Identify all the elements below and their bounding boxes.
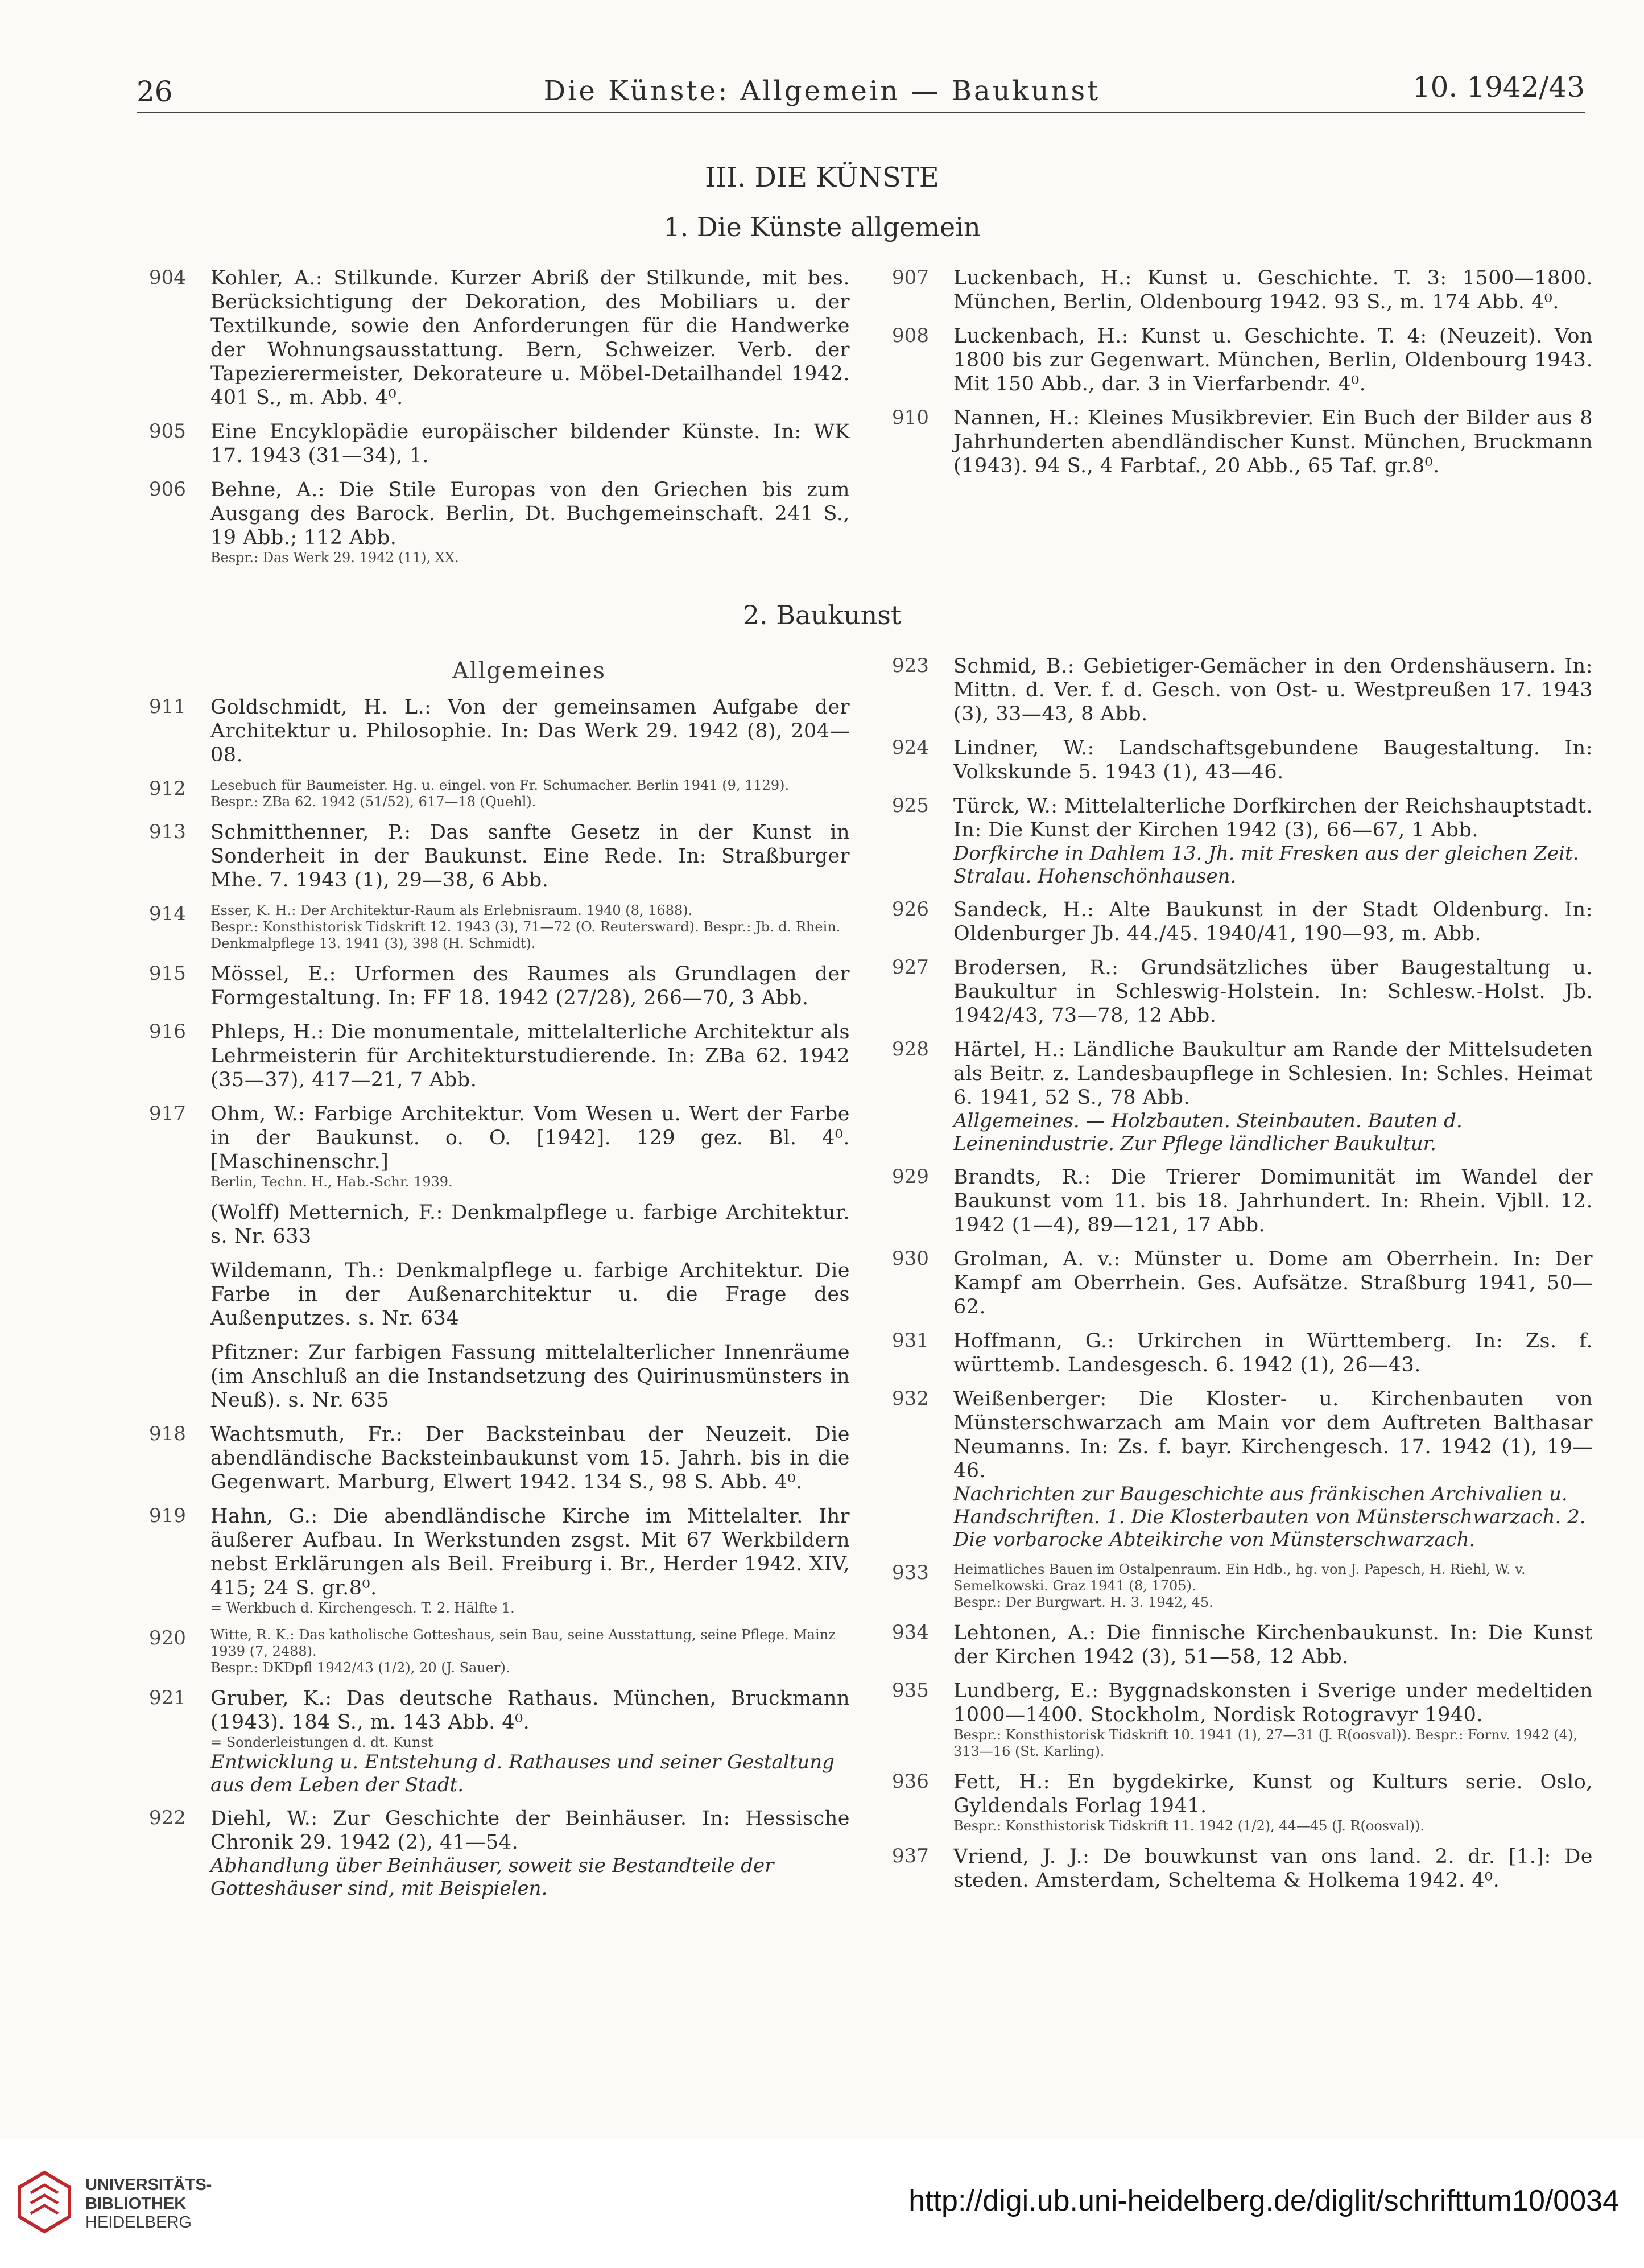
entry-number: 922 [149, 1807, 186, 1829]
entry-citation: Türck, W.: Mittelalterliche Dorfkirchen der Reichshauptstadt. In: Die Kunst der Kirchen 1942 (3), 66—67, 1 Abb. [953, 795, 1593, 842]
entry-number: 919 [149, 1504, 186, 1527]
bibliography-entry [892, 1038, 1593, 1155]
bibliography-entry [149, 820, 850, 892]
bibliography-entry [149, 902, 850, 952]
entry-number: 924 [892, 736, 929, 759]
bibliography-entry [149, 1020, 850, 1092]
bibliography-entry [149, 478, 850, 566]
bibliography-entry [892, 898, 1593, 946]
entry-citation: Goldschmidt, H. L.: Von der gemeinsamen Aufgabe der Architektur u. Philosophie. In: Das Werk 29. 1942 (8), 204—08. [210, 696, 850, 766]
entry-citation: (Wolff) Metternich, F.: Denkmalpflege u. farbige Architektur. s. Nr. 633 [210, 1201, 850, 1248]
entry-citation: Eine Encyklopädie europäischer bildender Künste. In: WK 17. 1943 (31—34), 1. [210, 420, 850, 467]
digital-copy-link[interactable]: http://digi.ub.uni-heidelberg.de/diglit/schrifttum10/0034 [908, 2184, 1619, 2217]
entry-review-note: Bespr.: ZBa 62. 1942 (51/52), 617—18 (Quehl). [210, 794, 536, 810]
entry-citation: Nannen, H.: Kleines Musikbrevier. Ein Buch der Bilder aus 8 Jahrhunderten abendländischer Kunst. München, Bruckmann (1943). 94 S., 4 Farbtaf., 20 Abb., 65 Taf. gr.8⁰. [953, 407, 1593, 477]
entry-citation: Sandeck, H.: Alte Baukunst in der Stadt Oldenburg. In: Oldenburger Jb. 44./45. 1940/41, 190—93, m. Abb. [953, 898, 1593, 945]
entry-citation: Schmid, B.: Gebietiger-Gemächer in den Ordenshäusern. In: Mittn. d. Ver. f. d. Gesch. von Ost- u. Westpreußen 17. 1943 (3), 33—43, 8 Abb. [953, 655, 1593, 725]
bibliography-entry [149, 1627, 850, 1676]
bibliography-entry [149, 1102, 850, 1190]
bibliography-entry [149, 695, 850, 767]
entry-number: 935 [892, 1679, 929, 1702]
entry-citation: Mössel, E.: Urformen des Raumes als Grundlagen der Formgestaltung. In: FF 18. 1942 (27/28), 266—70, 3 Abb. [210, 963, 850, 1009]
entry-citation: Lundberg, E.: Byggnadskonsten i Sverige under medeltiden 1000—1400. Stockholm, Nordisk Rotogravyr 1940. [953, 1680, 1593, 1726]
entry-number: 915 [149, 962, 186, 985]
university-library-logo-icon [17, 2170, 72, 2234]
entry-citation-small: Lesebuch für Baumeister. Hg. u. eingel. von Fr. Schumacher. Berlin 1941 (9, 1129). [210, 777, 790, 793]
entry-review-note: Berlin, Techn. H., Hab.-Schr. 1939. [210, 1174, 453, 1190]
bibliography-entry [892, 1621, 1593, 1669]
running-title: Die Künste: Allgemein — Baukunst [543, 75, 1101, 107]
bibliography-entry [149, 962, 850, 1010]
entry-citation: Grolman, A. v.: Münster u. Dome am Oberrhein. In: Der Kampf am Oberrhein. Ges. Aufsätze. Straßburg 1941, 50—62. [953, 1248, 1593, 1318]
part1-left-column [149, 266, 850, 576]
bibliography-entry [892, 1247, 1593, 1319]
bibliography-entry [892, 654, 1593, 726]
entry-annotation: Entwicklung u. Entstehung d. Rathauses und seiner Gestaltung aus dem Leben der Stadt. [210, 1751, 835, 1796]
entry-number: 921 [149, 1686, 186, 1709]
entry-number: 933 [892, 1561, 929, 1584]
entry-citation: Luckenbach, H.: Kunst u. Geschichte. T. 3: 1500—1800. München, Berlin, Oldenbourg 1942. 93 S., m. 174 Abb. 4⁰. [953, 267, 1593, 314]
entry-citation: Wachtsmuth, Fr.: Der Backsteinbau der Neuzeit. Die abendländische Backsteinbaukunst vom 15. Jahrh. bis in die Gegenwart. Marburg, Elwert 1942. 134 S., 98 S. Abb. 4⁰. [210, 1423, 850, 1494]
entry-review-note: = Sonderleistungen d. dt. Kunst [210, 1734, 433, 1750]
entry-review-note: Bespr.: DKDpfl 1942/43 (1/2), 20 (J. Sauer). [210, 1660, 510, 1676]
bibliography-entry [149, 1686, 850, 1796]
entry-number: 936 [892, 1770, 929, 1793]
subsection-title-1: 1. Die Künste allgemein [663, 212, 981, 242]
entry-annotation: Abhandlung über Beinhäuser, soweit sie Bestandteile der Gotteshäuser sind, mit Beispielen. [210, 1854, 774, 1900]
entry-review-note: Bespr.: Konsthistorisk Tidskrift 11. 1942 (1/2), 44—45 (J. R(oosval)). [953, 1818, 1424, 1834]
entry-number: 929 [892, 1165, 929, 1188]
entry-number: 930 [892, 1247, 929, 1270]
bibliography-entry [892, 956, 1593, 1028]
entry-citation: Luckenbach, H.: Kunst u. Geschichte. T. 4: (Neuzeit). Von 1800 bis zur Gegenwart. München, Berlin, Oldenbourg 1943. Mit 150 Abb., dar. 3 in Vierfarbendr. 4⁰. [953, 325, 1593, 395]
entry-citation: Brodersen, R.: Grundsätzliches über Baugestaltung u. Baukultur in Schleswig-Holstein. In: Schlesw.-Holst. Jb. 1942/43, 73—78, 12 Abb. [953, 956, 1593, 1027]
subsection-title-2: 2. Baukunst [742, 600, 902, 630]
bibliography-entry [892, 794, 1593, 888]
entry-number: 920 [149, 1627, 186, 1650]
bibliography-entry [892, 1329, 1593, 1377]
entry-number: 910 [892, 406, 929, 429]
entry-citation-small: Witte, R. K.: Das katholische Gotteshaus, sein Bau, seine Ausstattung, seine Pflege. Mainz 1939 (7, 2488). [210, 1627, 836, 1659]
entry-citation: Fett, H.: En bygdekirke, Kunst og Kulturs serie. Oslo, Gyldendals Forlag 1941. [953, 1771, 1593, 1817]
part2-left-column [149, 695, 850, 1910]
entry-citation: Weißenberger: Die Kloster- u. Kirchenbauten von Münsterschwarzach am Main vor dem Auftreten Balthasar Neumanns. In: Zs. f. bayr. Kirchengesch. 17. 1942 (1), 19—46. [953, 1388, 1593, 1482]
bibliography-entry [892, 324, 1593, 396]
entry-number: 932 [892, 1387, 929, 1410]
entry-number: 934 [892, 1621, 929, 1644]
entry-review-note: Bespr.: Konsthistorisk Tidskrift 10. 1941 (1), 27—31 (J. R(oosval)). Bespr.: Fornv. 1942 (4), 313—16 (St. Karling). [953, 1727, 1577, 1759]
entry-citation: Kohler, A.: Stilkunde. Kurzer Abriß der Stilkunde, mit bes. Berücksichtigung der Dekoration, des Mobiliars u. der Textilkunde, sowie den Anforderungen für die Handwerke der Wohnungsausstattung. Bern, Schweizer. Verb. der Tapezierermeister, Dekorateure u. Möbel-Detailhandel 1942. 401 S., m. Abb. 4⁰. [210, 267, 850, 409]
entry-citation: Ohm, W.: Farbige Architektur. Vom Wesen u. Wert der Farbe in der Baukunst. o. O. [1942]. 129 gez. Bl. 4⁰. [Maschinenschr.] [210, 1103, 850, 1173]
entry-number: 928 [892, 1038, 929, 1061]
entry-number: 916 [149, 1020, 186, 1043]
section-title: III. DIE KÜNSTE [705, 162, 939, 193]
entry-number: 927 [892, 956, 929, 979]
bibliography-entry [892, 1387, 1593, 1551]
entry-number: 931 [892, 1329, 929, 1352]
library-name: UNIVERSITÄTS- BIBLIOTHEK HEIDELBERG [85, 2176, 212, 2232]
entry-review-note: Bespr.: Das Werk 29. 1942 (11), XX. [210, 550, 459, 566]
entry-citation: Hahn, G.: Die abendländische Kirche im Mittelalter. Ihr äußerer Aufbau. In Werkstunden zsgst. Mit 67 Werkbildern nebst Erklärungen als Beil. Freiburg i. Br., Herder 1942. XIV, 415; 24 S. gr.8⁰. [210, 1505, 850, 1599]
entry-number: 914 [149, 902, 186, 925]
bibliography-entry [149, 1807, 850, 1900]
bibliography-entry [149, 777, 850, 810]
bibliography-entry [892, 1845, 1593, 1892]
entry-number: 923 [892, 654, 929, 677]
bibliography-entry [149, 266, 850, 410]
bibliography-entry [892, 266, 1593, 314]
entry-number: 918 [149, 1422, 186, 1445]
entry-annotation: Allgemeines. — Holzbauten. Steinbauten. Bauten d. Leinenindustrie. Zur Pflege ländlicher Baukultur. [953, 1110, 1463, 1155]
part2-right-column [892, 654, 1593, 1903]
entry-number: 908 [892, 324, 929, 347]
footer-bar [0, 2139, 1644, 2268]
bibliography-entry [892, 1770, 1593, 1834]
entry-number: 925 [892, 794, 929, 817]
entry-review-note: = Werkbuch d. Kirchengesch. T. 2. Hälfte 1. [210, 1600, 515, 1616]
bibliography-entry [892, 1561, 1593, 1611]
entry-citation: Schmitthenner, P.: Das sanfte Gesetz in der Kunst in Sonderheit in der Baukunst. Eine Rede. In: Straßburger Mhe. 7. 1943 (1), 29—38, 6 Abb. [210, 821, 850, 892]
entry-citation: Pfitzner: Zur farbigen Fassung mittelalterlicher Innenräume (im Anschluß an die Instandsetzung des Quirinusmünsters in Neuß). s. Nr. 635 [210, 1341, 850, 1412]
entry-number: 907 [892, 266, 929, 289]
entry-number: 906 [149, 478, 186, 501]
bibliography-entry [149, 420, 850, 468]
part1-right-column [892, 266, 1593, 488]
bibliography-entry [892, 1165, 1593, 1237]
header-rule [137, 112, 1585, 113]
entry-citation-small: Esser, K. H.: Der Architektur-Raum als Erlebnisraum. 1940 (8, 1688). [210, 902, 693, 918]
entry-number: 904 [149, 266, 186, 289]
entry-review-note: Bespr.: Konsthistorisk Tidskrift 12. 1943 (3), 71—72 (O. Reutersward). Bespr.: Jb. d. Rhein. Denkmalpflege 13. 1941 (3), 398 (H. Schmidt). [210, 919, 841, 951]
entry-citation: Gruber, K.: Das deutsche Rathaus. München, Bruckmann (1943). 184 S., m. 143 Abb. 4⁰. [210, 1687, 850, 1734]
entry-number: 913 [149, 820, 186, 843]
bibliography-entry [892, 406, 1593, 478]
entry-annotation: Dorfkirche in Dahlem 13. Jh. mit Fresken aus der gleichen Zeit. Stralau. Hohenschönhausen. [953, 842, 1579, 888]
bibliography-entry [149, 1422, 850, 1494]
entry-citation: Hoffmann, G.: Urkirchen in Württemberg. In: Zs. f. württemb. Landesgesch. 6. 1942 (1), 26—43. [953, 1330, 1593, 1376]
bibliography-entry [149, 1201, 850, 1248]
entry-citation: Lehtonen, A.: Die finnische Kirchenbaukunst. In: Die Kunst der Kirchen 1942 (3), 51—58, 12 Abb. [953, 1622, 1593, 1668]
bibliography-entry [149, 1341, 850, 1412]
entry-citation: Wildemann, Th.: Denkmalpflege u. farbige Architektur. Die Farbe in der Außenarchitektur u. die Frage des Außenputzes. s. Nr. 634 [210, 1259, 850, 1330]
bibliography-entry [892, 736, 1593, 784]
entry-citation: Lindner, W.: Landschaftsgebundene Baugestaltung. In: Volkskunde 5. 1943 (1), 43—46. [953, 737, 1593, 784]
page-number: 26 [137, 75, 173, 108]
volume-label: 10. 1942/43 [1412, 71, 1585, 104]
entry-review-note: Bespr.: Der Burgwart. H. 3. 1942, 45. [953, 1594, 1213, 1610]
bibliography-entry [149, 1504, 850, 1617]
entry-citation: Behne, A.: Die Stile Europas von den Griechen bis zum Ausgang des Barock. Berlin, Dt. Buchgemeinschaft. 241 S., 19 Abb.; 112 Abb. [210, 479, 850, 549]
entry-number: 926 [892, 898, 929, 921]
bibliography-entry [149, 1259, 850, 1330]
entry-number: 905 [149, 420, 186, 443]
entry-citation: Brandts, R.: Die Trierer Domimunität im Wandel der Baukunst vom 11. bis 18. Jahrhundert. In: Rhein. Vjbll. 12. 1942 (1—4), 89—121, 17 Abb. [953, 1166, 1593, 1236]
entry-citation-small: Heimatliches Bauen im Ostalpenraum. Ein Hdb., hg. von J. Papesch, H. Riehl, W. v. Semelkowski. Graz 1941 (8, 1705). [953, 1561, 1526, 1594]
entry-number: 912 [149, 777, 186, 800]
entry-citation: Härtel, H.: Ländliche Baukultur am Rande der Mittelsudeten als Beitr. z. Landesbaupflege in Schlesien. In: Schles. Heimat 6. 1941, 52 S., 78 Abb. [953, 1038, 1593, 1109]
bibliography-entry [892, 1679, 1593, 1760]
entry-citation: Diehl, W.: Zur Geschichte der Beinhäuser. In: Hessische Chronik 29. 1942 (2), 41—54. [210, 1807, 850, 1854]
entry-citation: Vriend, J. J.: De bouwkunst van ons land. 2. dr. [1.]: De steden. Amsterdam, Scheltema & Holkema 1942. 4⁰. [953, 1845, 1593, 1892]
entry-number: 917 [149, 1102, 186, 1125]
entry-number: 937 [892, 1845, 929, 1867]
entry-annotation: Nachrichten zur Baugeschichte aus fränkischen Archivalien u. Handschriften. 1. Die Klosterbauten von Münsterschwarzach. 2. Die vorbarocke Abteikirche von Münsterschwarzach. [953, 1483, 1586, 1551]
entry-number: 911 [149, 695, 186, 718]
subheading-allgemeines: Allgemeines [452, 658, 606, 684]
entry-citation: Phleps, H.: Die monumentale, mittelalterliche Architektur als Lehrmeisterin für Architekturstudierende. In: ZBa 62. 1942 (35—37), 417—21, 7 Abb. [210, 1021, 850, 1091]
